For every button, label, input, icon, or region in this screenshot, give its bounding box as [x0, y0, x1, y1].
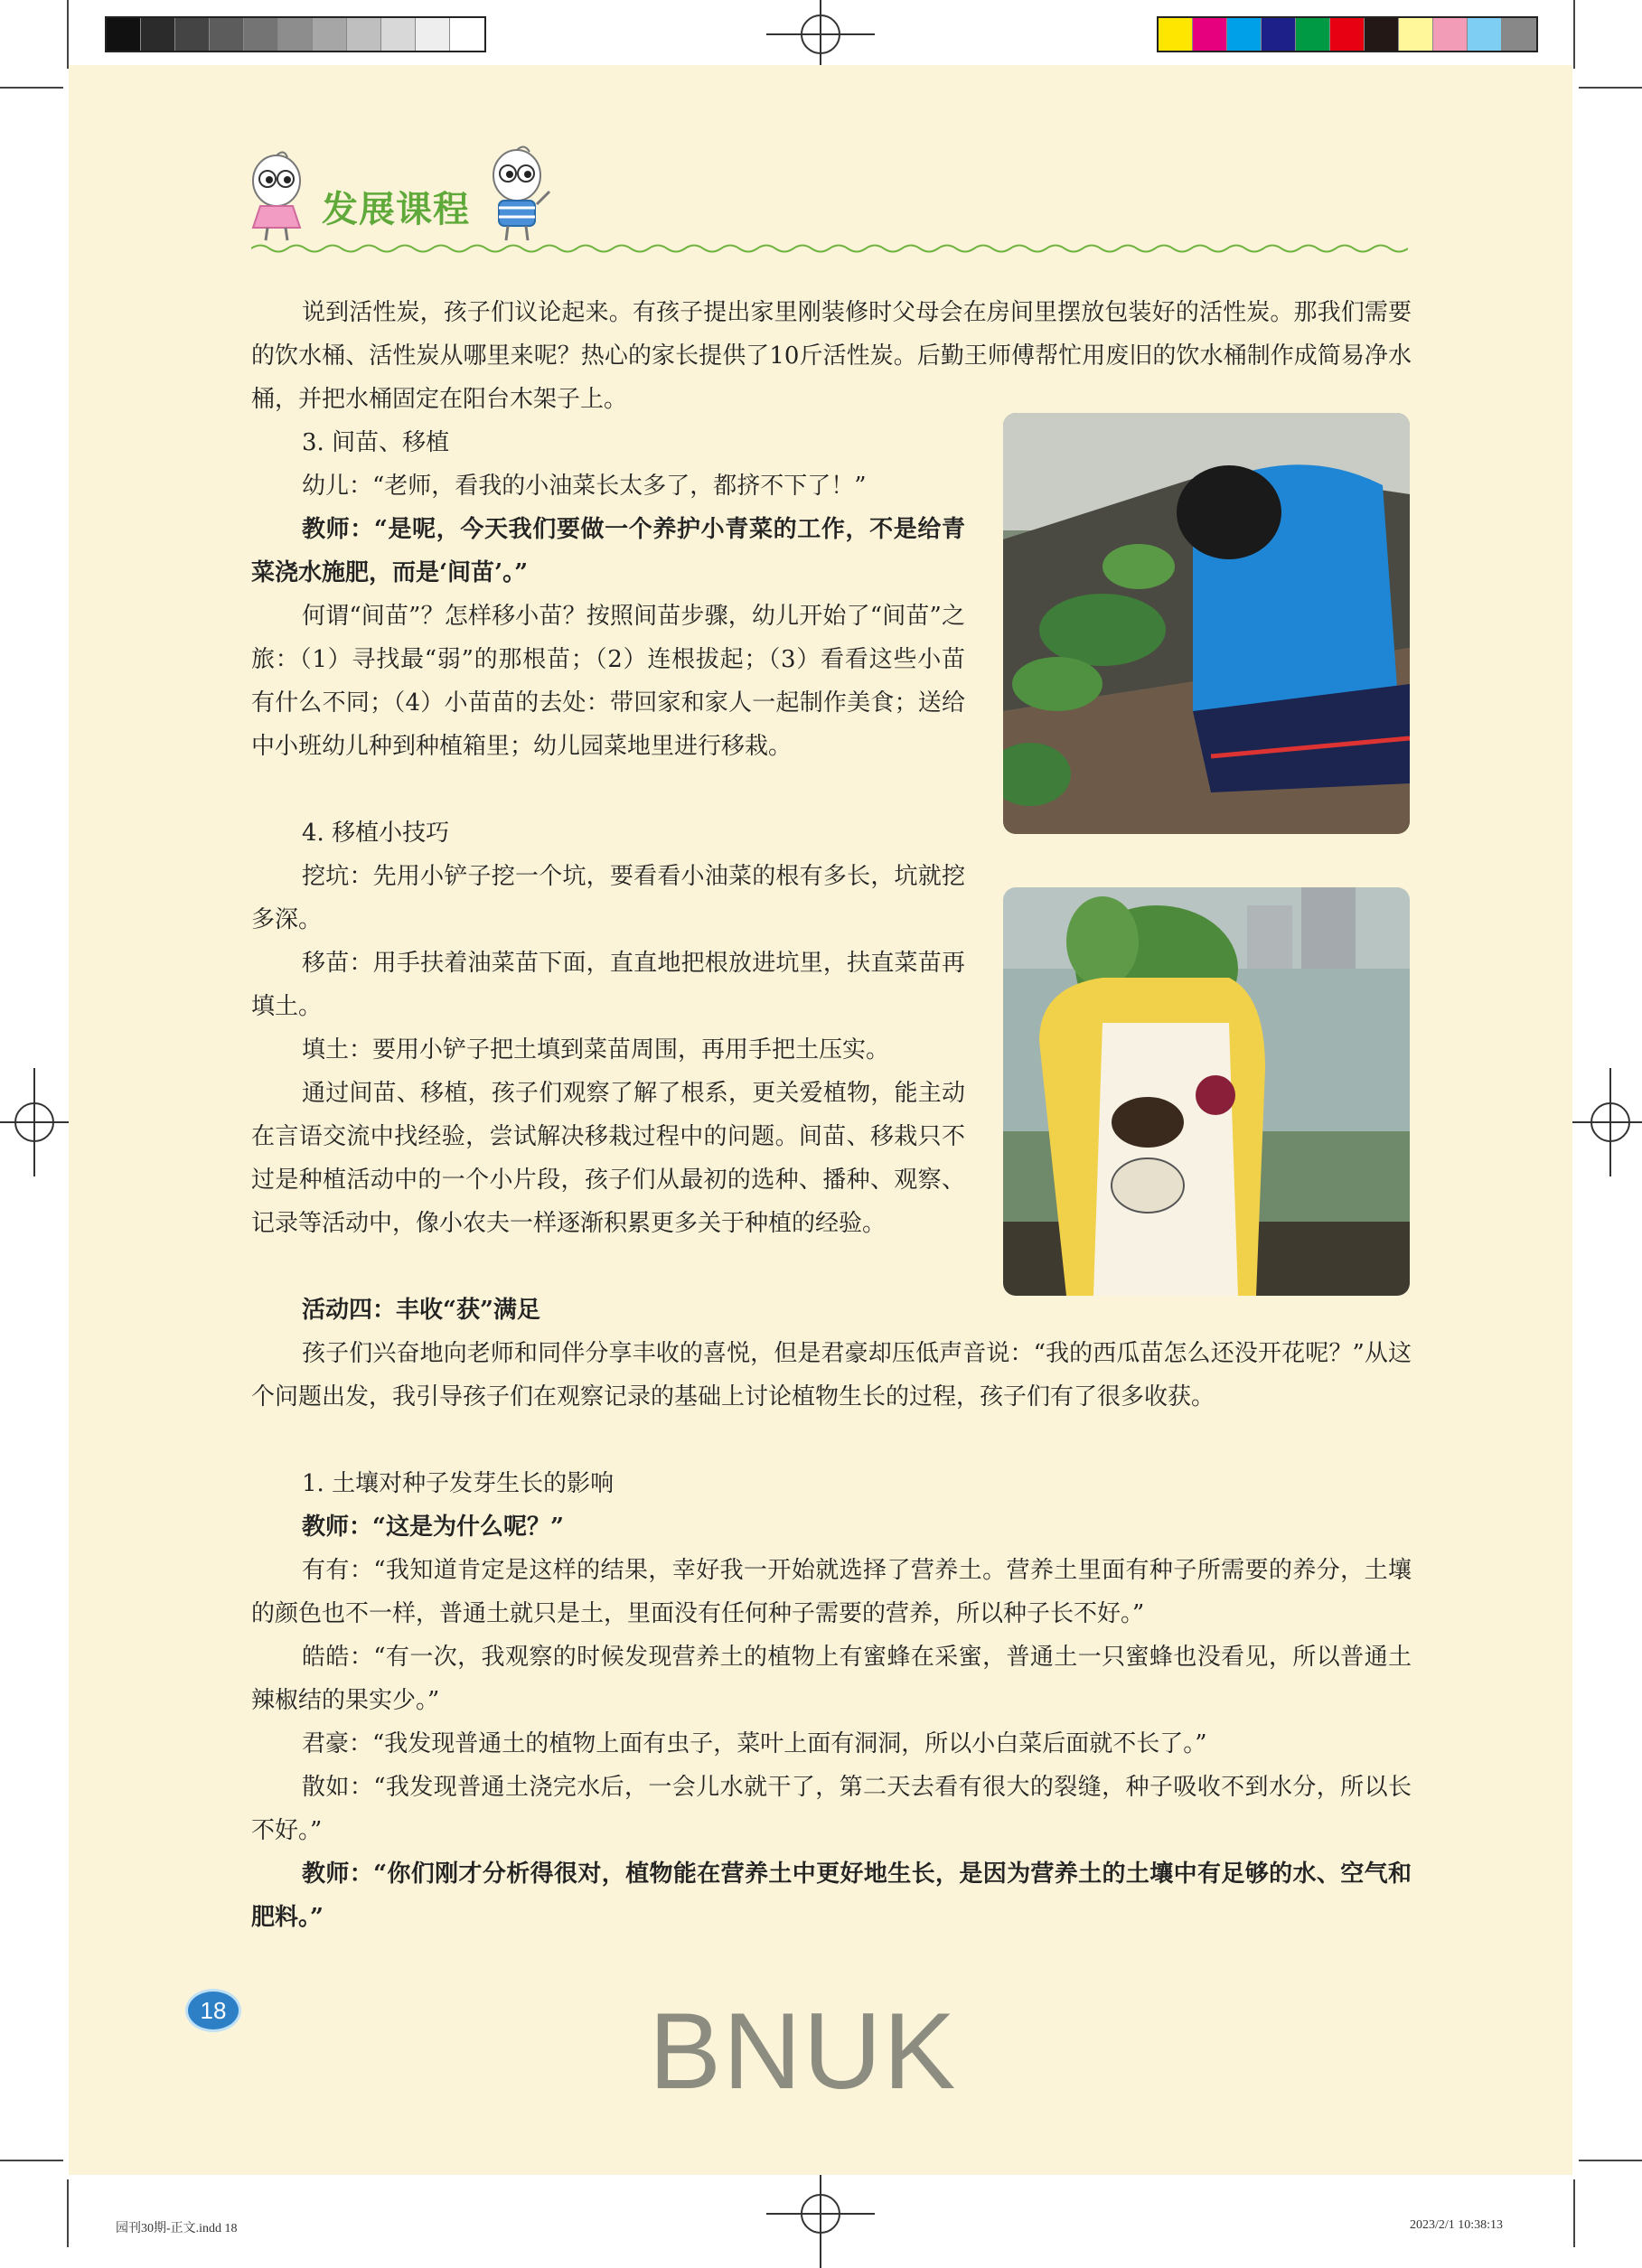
mascot-boy-icon [479, 145, 555, 244]
calibration-swatch [381, 18, 416, 51]
calibration-swatch [347, 18, 381, 51]
wavy-divider [251, 242, 1408, 255]
calibration-swatch [244, 18, 278, 51]
crop-mark [0, 2160, 63, 2161]
calibration-swatch [175, 18, 210, 51]
child-response: 有有：“我知道肯定是这样的结果，幸好我一开始就选择了营养土。营养土里面有种子所需要的养分，土壤的颜色也不一样，普通土就只是土，里面没有任何种子需要的营养，所以种子长不好。” [251, 1557, 1412, 1627]
calibration-swatch [1262, 18, 1296, 51]
tip-transplanting: 移苗：用手扶着油菜苗下面，直直地把根放进坑里，扶直菜苗再填土。 [251, 950, 965, 1020]
calibration-swatch [141, 18, 175, 51]
tip-filling: 填土：要用小铲子把土填到菜苗周围，再用手把土压实。 [302, 1036, 890, 1064]
grayscale-calibration-strip [105, 16, 486, 52]
calibration-swatch [107, 18, 141, 51]
activity-four-heading: 活动四：丰收“获”满足 [302, 1297, 540, 1324]
mascot-girl-icon [240, 150, 313, 244]
crop-mark [1579, 2160, 1642, 2161]
calibration-swatch [210, 18, 244, 51]
page-number: 18 [188, 1992, 239, 2029]
watermark-text: BNUK [649, 1991, 958, 2112]
tip-digging: 挖坑：先用小铲子挖一个坑，要看看小油菜的根有多长，坑就挖多深。 [251, 863, 965, 933]
crop-mark [1579, 87, 1642, 89]
subheading-thinning: 3. 间苗、移植 [302, 429, 450, 456]
crop-mark [1573, 0, 1575, 69]
paragraph-summary: 通过间苗、移植，孩子们观察了解了根系，更关爱植物，能主动在言语交流中找经验，尝试解决移栽过程中的问题。间苗、移栽只不过是种植活动中的一个小片段，孩子们从最初的选种、播种、观察、记录等活动中，像小农夫一样逐渐积累更多关于种植的经验。 [251, 1080, 965, 1237]
calibration-swatch [1227, 18, 1262, 51]
paragraph-harvest: 孩子们兴奋地向老师和同伴分享丰收的喜悦，但是君豪却压低声音说：“我的西瓜苗怎么还没开花呢？”从这个问题出发，我引导孩子们在观察记录的基础上讨论植物生长的过程，孩子们有了很多收获。 [251, 1340, 1412, 1410]
photo-child-holding-radish [1003, 887, 1410, 1296]
teacher-conclusion: 教师：“你们刚才分析得很对，植物能在营养土中更好地生长，是因为营养土的土壤中有足够的水、空气和肥料。” [251, 1860, 1412, 1931]
calibration-swatch [1433, 18, 1468, 51]
dialogue-teacher: 教师：“是呢，今天我们要做一个养护小青菜的工作，不是给青菜浇水施肥，而是‘间苗’。” [251, 516, 965, 586]
paragraph-activated-carbon: 说到活性炭，孩子们议论起来。有孩子提出家里刚装修时父母会在房间里摆放包装好的活性炭。那我们需要的饮水桶、活性炭从哪里来呢？热心的家长提供了10斤活性炭。后勤王师傅帮忙用废旧的饮水桶制作成简易净水桶，并把水桶固定在阳台木架子上。 [251, 299, 1412, 413]
child-response: 君豪：“我发现普通土的植物上面有虫子，菜叶上面有洞洞，所以小白菜后面就不长了。” [302, 1730, 1207, 1757]
crop-mark [0, 87, 63, 89]
footer-timestamp: 2023/2/1 10:38:13 [1410, 2218, 1504, 2232]
footer-file-info: 园刊30期-正文.indd 18 [116, 2222, 238, 2235]
child-response: 散如：“我发现普通土浇完水后，一会儿水就干了，第二天去看有很大的裂缝，种子吸收不到水分，所以长不好。” [251, 1774, 1412, 1844]
calibration-swatch [1159, 18, 1193, 51]
calibration-swatch [313, 18, 347, 51]
calibration-swatch [1399, 18, 1433, 51]
teacher-question: 教师：“这是为什么呢？” [302, 1514, 564, 1541]
calibration-swatch [1468, 18, 1502, 51]
color-calibration-strip [1157, 16, 1538, 52]
calibration-swatch [1296, 18, 1330, 51]
dialogue-child: 幼儿：“老师，看我的小油菜长太多了，都挤不下了！” [302, 473, 867, 500]
subheading-tips: 4. 移植小技巧 [302, 820, 450, 847]
calibration-swatch [1193, 18, 1227, 51]
calibration-swatch [416, 18, 450, 51]
child-response: 皓皓：“有一次，我观察的时候发现营养土的植物上有蜜蜂在采蜜，普通土一只蜜蜂也没看见，所以普通土辣椒结的果实少。” [251, 1644, 1412, 1714]
paragraph-thinning-steps: 何谓“间苗”？怎样移小苗？按照间苗步骤，幼儿开始了“间苗”之旅：（1）寻找最“弱”的那根苗；（2）连根拔起；（3）看看这些小苗有什么不同；（4）小苗苗的去处：带回家和家人一起制作美食；送给中小班幼儿种到种植箱里；幼儿园菜地里进行移栽。 [251, 603, 965, 760]
crop-mark [67, 2179, 69, 2247]
photo-child-tending-seedlings [1003, 413, 1410, 834]
calibration-swatch [1330, 18, 1365, 51]
subheading-soil: 1. 土壤对种子发芽生长的影响 [302, 1470, 615, 1497]
calibration-swatch [450, 18, 484, 51]
crop-mark [1573, 2179, 1575, 2247]
crop-mark [67, 0, 69, 69]
calibration-swatch [1502, 18, 1536, 51]
registration-mark-bottom [766, 2160, 875, 2268]
section-title: 发展课程 [322, 189, 470, 230]
calibration-swatch [1365, 18, 1399, 51]
calibration-swatch [278, 18, 313, 51]
